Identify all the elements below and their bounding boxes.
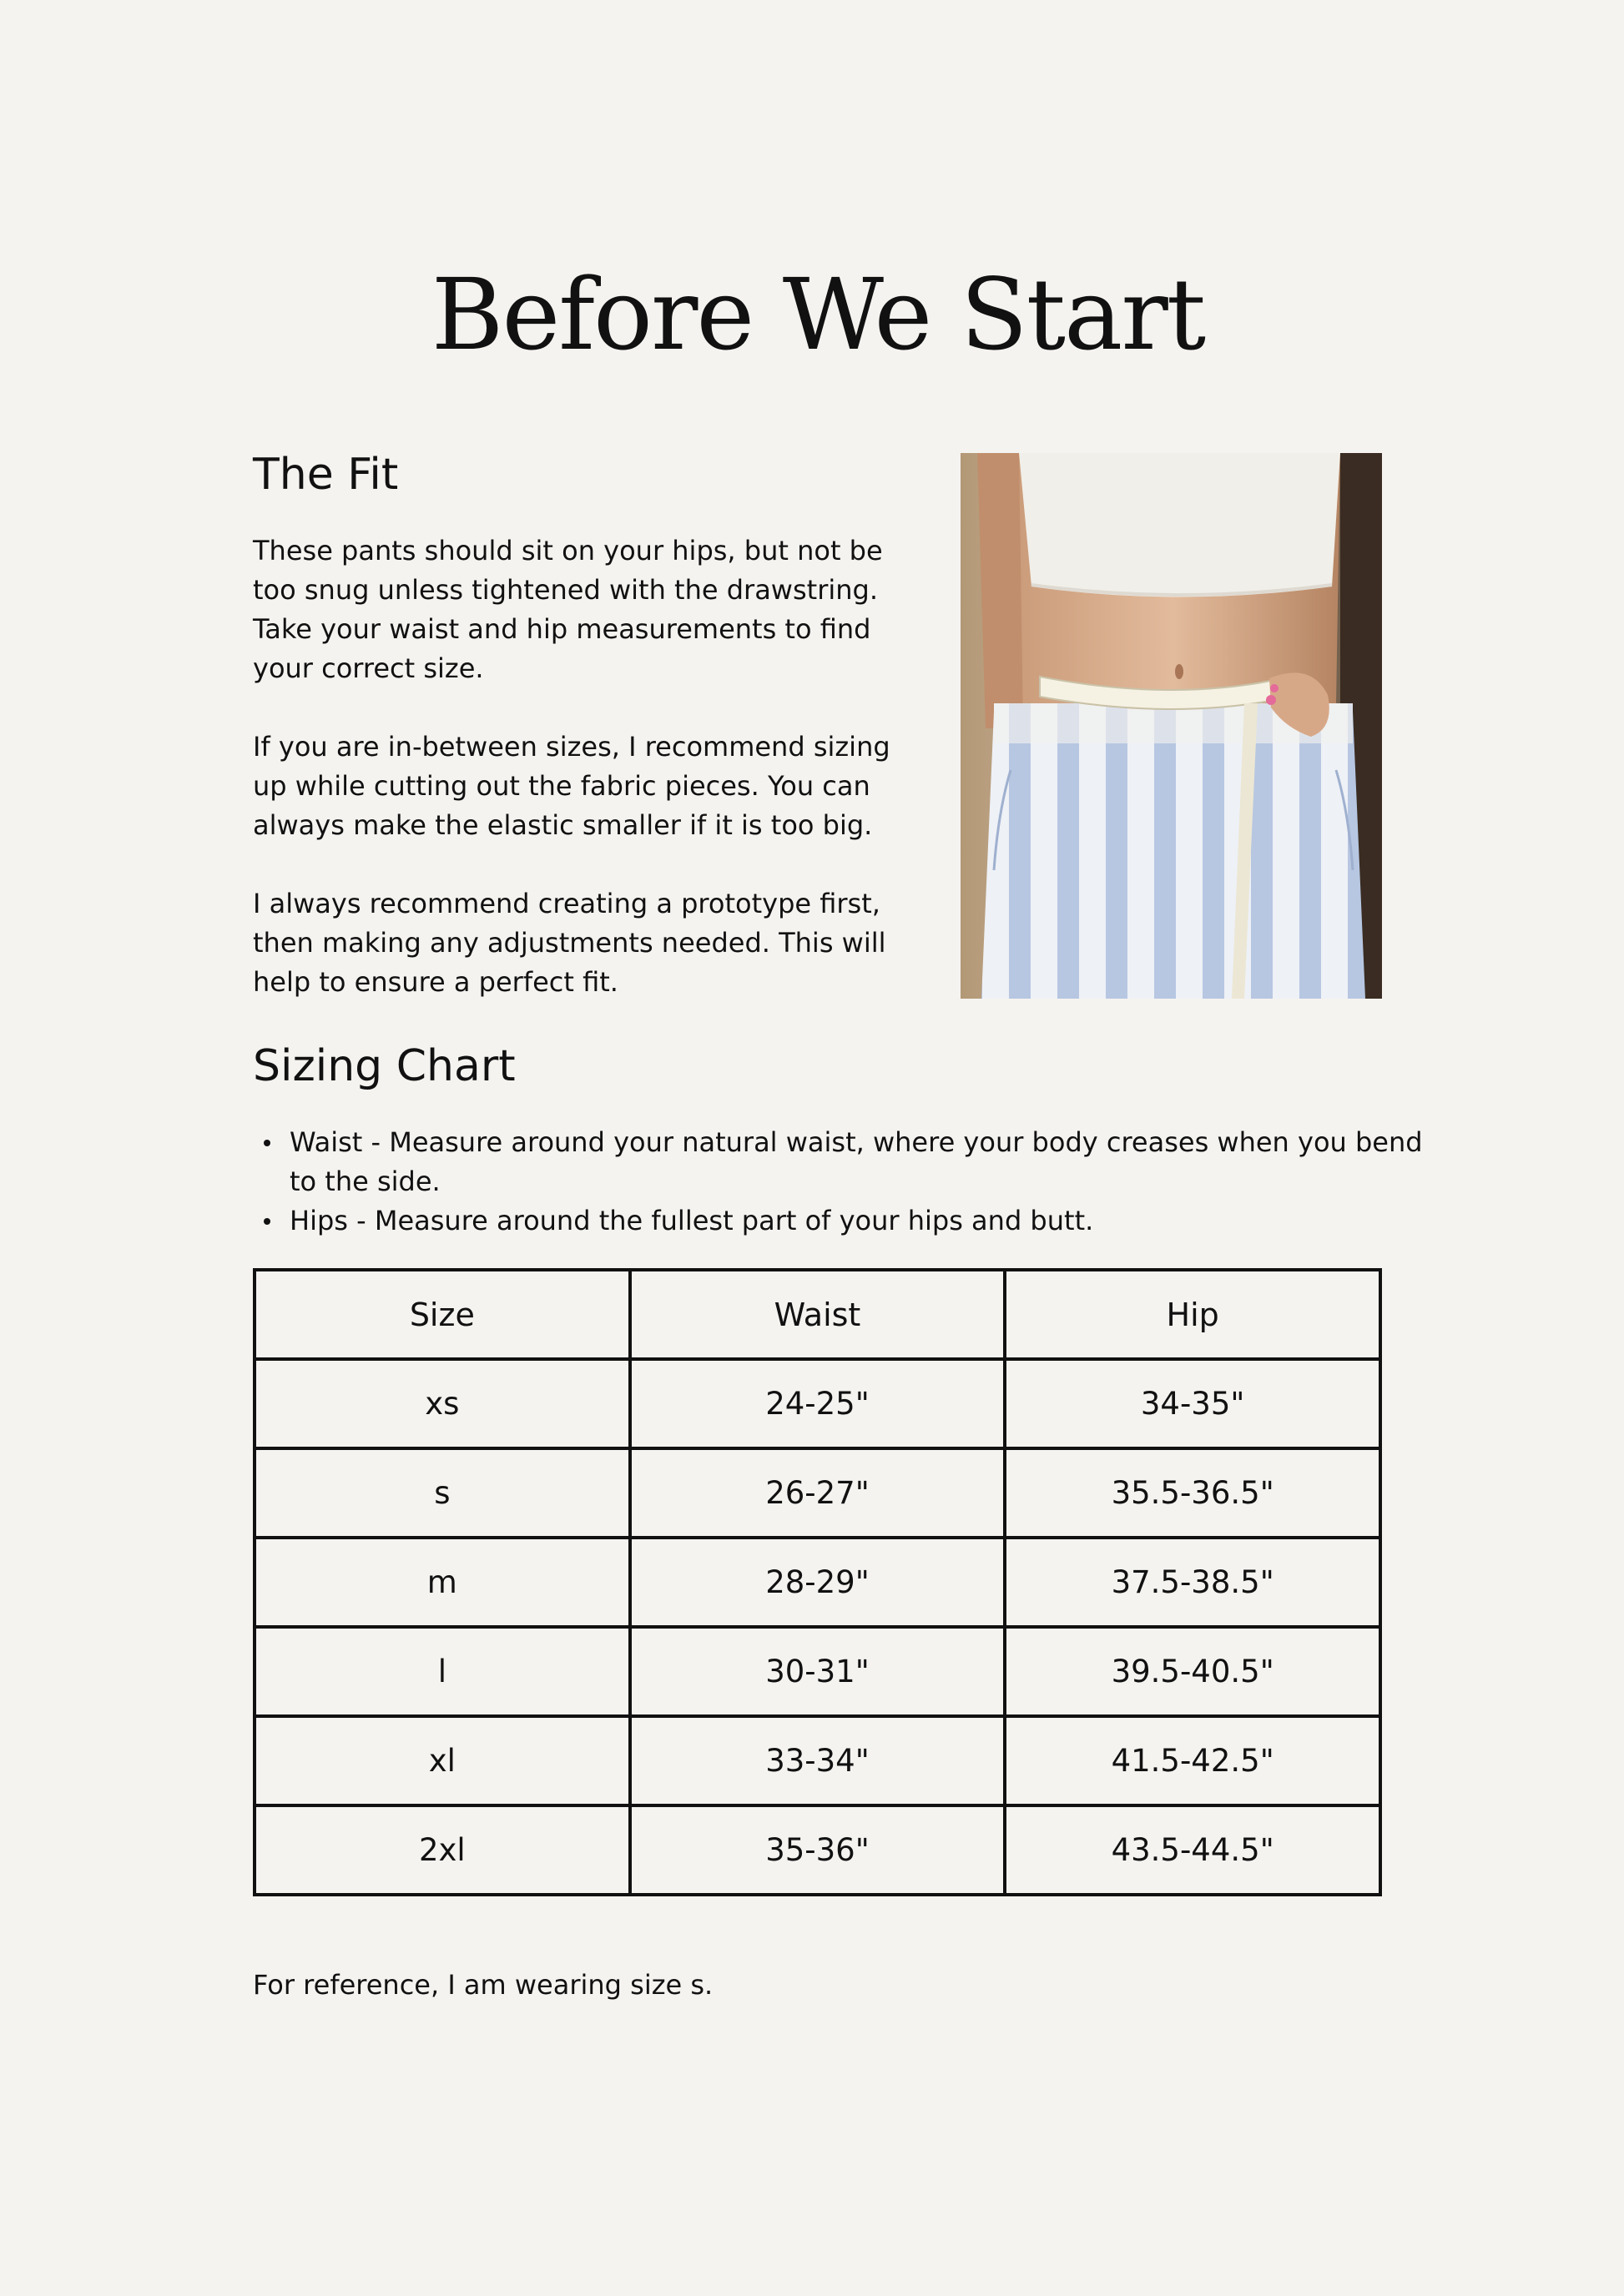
measurement-instructions [253,1123,1425,1241]
column-header-size: Size [255,1270,630,1359]
fit-description [253,531,912,1041]
hip-cell: 37.5-38.5" [1005,1538,1380,1627]
waist-cell: 26-27" [630,1448,1006,1538]
waist-cell: 33-34" [630,1716,1006,1805]
fit-paragraph: If you are in-between sizes, I recommend sizing up while cutting out the fabric pieces. You can always make the elastic smaller if it is too big. [253,731,890,841]
sizing-chart-heading: Sizing Chart [253,1041,516,1091]
waist-cell: 24-25" [630,1359,1006,1448]
fit-paragraph: I always recommend creating a prototype first, then making any adjustments needed. This will help to ensure a perfect fit. [253,888,886,998]
fit-heading: The Fit [253,450,399,500]
table-row [255,1359,1380,1448]
size-reference-note: For reference, I am wearing size s. [253,1969,714,2001]
size-cell: l [255,1627,630,1716]
size-cell: s [255,1448,630,1538]
table-row [255,1448,1380,1538]
hip-cell: 39.5-40.5" [1005,1627,1380,1716]
size-cell: xl [255,1716,630,1805]
table-row [255,1805,1380,1895]
page-title: Before We Start [431,257,1205,372]
waist-cell: 35-36" [630,1805,1006,1895]
hip-cell: 43.5-44.5" [1005,1805,1380,1895]
hip-cell: 41.5-42.5" [1005,1716,1380,1805]
hip-cell: 34-35" [1005,1359,1380,1448]
size-cell: xs [255,1359,630,1448]
table-row [255,1716,1380,1805]
list-item: Hips - Measure around the fullest part of your hips and butt. [290,1201,1425,1241]
measuring-waist-photo [961,453,1382,999]
size-cell: m [255,1538,630,1627]
column-header-waist: Waist [630,1270,1006,1359]
fit-paragraph: These pants should sit on your hips, but not be too snug unless tightened with the drawstring. Take your waist and hip measurements to find your correct size. [253,535,883,684]
column-header-hip: Hip [1005,1270,1380,1359]
waist-cell: 30-31" [630,1627,1006,1716]
table-row [255,1538,1380,1627]
size-cell: 2xl [255,1805,630,1895]
hip-cell: 35.5-36.5" [1005,1448,1380,1538]
table-row [255,1627,1380,1716]
sizing-table [253,1268,1382,1896]
list-item: Waist - Measure around your natural waist, where your body creases when you bend to the side. [290,1123,1425,1201]
table-header-row [255,1270,1380,1359]
waist-cell: 28-29" [630,1538,1006,1627]
